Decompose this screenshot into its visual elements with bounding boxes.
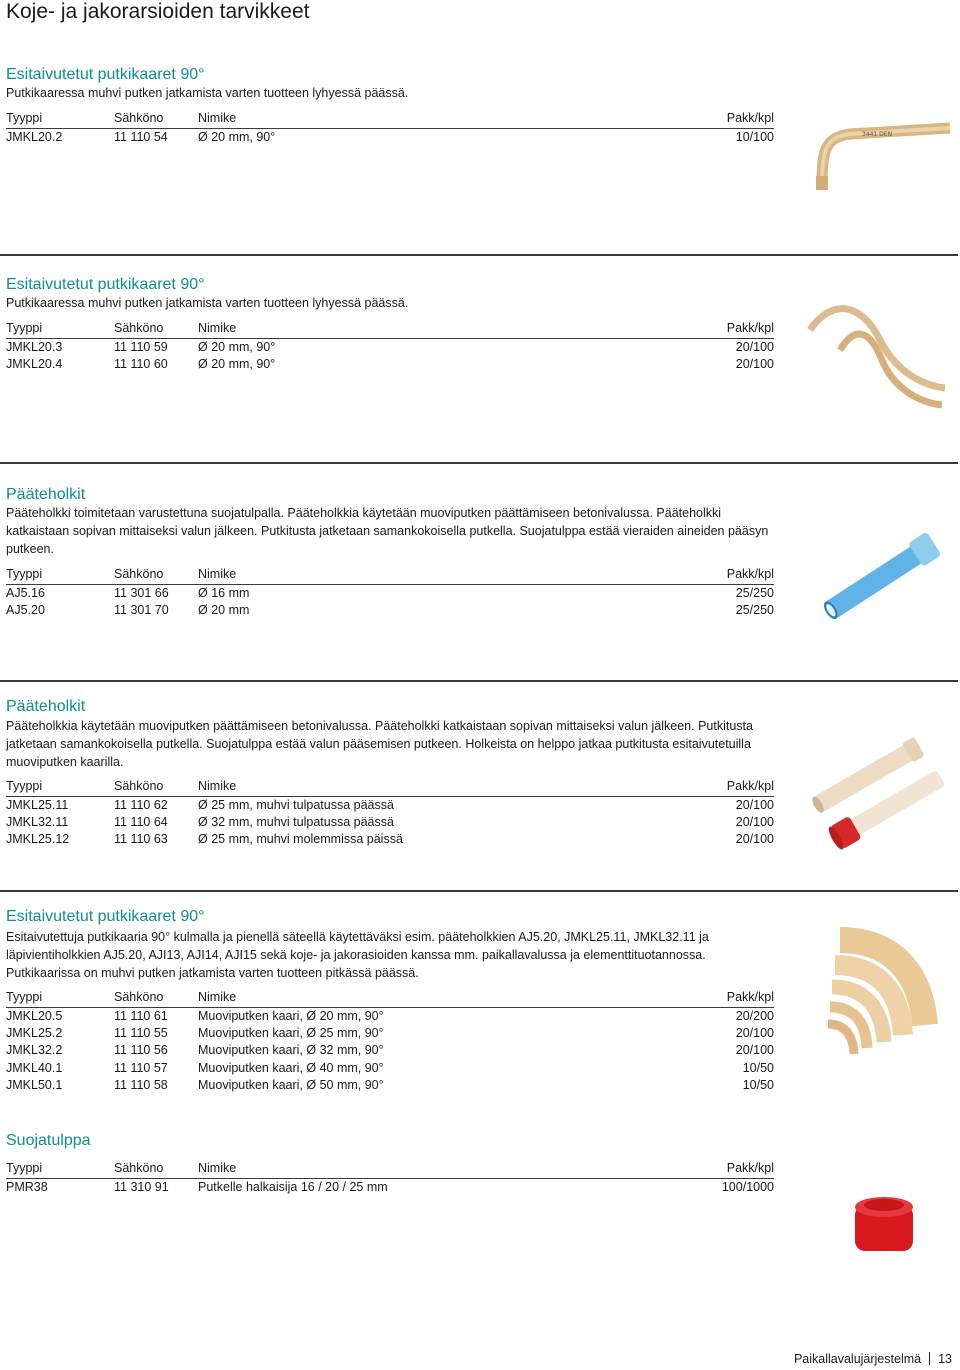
cell-name: Muoviputken kaari, Ø 50 mm, 90°	[198, 1077, 384, 1092]
col-pack: Pakk/kpl	[726, 111, 774, 125]
col-pack: Pakk/kpl	[726, 1161, 774, 1175]
footer-text: Paikallavalujärjestelmä	[793, 1352, 922, 1366]
cell-pack: 20/100	[735, 1026, 774, 1041]
cell-number: 11 110 63	[114, 832, 168, 847]
cell-type: JMKL25.11	[6, 798, 69, 812]
cell-name: Ø 32 mm, muhvi tulpatussa päässä	[198, 815, 394, 830]
cell-number: 11 110 55	[114, 1026, 168, 1041]
cell-number: 11 110 58	[114, 1077, 168, 1092]
col-name: Nimike	[198, 990, 237, 1004]
col-type: Tyyppi	[6, 1161, 43, 1175]
cell-pack: 20/100	[735, 832, 774, 847]
col-number: Sähköno	[114, 990, 164, 1004]
cell-name: Ø 20 mm, 90°	[198, 357, 276, 372]
section-title: Esitaivutetut putkikaaret 90°	[6, 66, 205, 83]
cell-name: Muoviputken kaari, Ø 32 mm, 90°	[198, 1043, 384, 1058]
table-header	[6, 778, 774, 797]
cell-pack: 100/1000	[721, 1180, 774, 1194]
cell-name: Ø 25 mm, muhvi molemmissa päissä	[198, 832, 403, 847]
table-row	[6, 831, 774, 848]
cell-type: JMKL50.1	[6, 1077, 63, 1092]
table-row	[6, 1025, 774, 1042]
cell-type: JMKL20.3	[6, 340, 63, 354]
double-pipe-bend-image	[800, 290, 958, 440]
col-pack: Pakk/kpl	[726, 990, 774, 1004]
cell-number: 11 110 57	[114, 1060, 168, 1075]
cell-name: Ø 20 mm, 90°	[198, 130, 276, 144]
cell-number: 11 310 91	[114, 1180, 169, 1194]
col-number: Sähköno	[114, 1161, 164, 1175]
table-header	[6, 110, 774, 129]
cell-name: Ø 20 mm	[198, 603, 250, 618]
product-table	[6, 320, 774, 373]
cell-name: Muoviputken kaari, Ø 25 mm, 90°	[198, 1026, 384, 1041]
cell-type: JMKL25.12	[6, 832, 70, 847]
col-name: Nimike	[198, 1161, 237, 1175]
section-title: Suojatulppa	[6, 1132, 91, 1149]
cell-number: 11 110 59	[114, 340, 168, 354]
section-title: Pääteholkit	[6, 698, 86, 715]
product-table	[6, 1160, 774, 1196]
table-row	[6, 602, 774, 619]
table-row	[6, 585, 774, 602]
section-divider	[0, 462, 958, 464]
col-pack: Pakk/kpl	[726, 321, 774, 335]
page-number: 13	[938, 1352, 952, 1366]
cell-pack: 20/100	[735, 357, 774, 372]
col-number: Sähköno	[114, 567, 164, 581]
cell-type: JMKL40.1	[6, 1060, 63, 1075]
section-title: Esitaivutetut putkikaaret 90°	[6, 276, 205, 293]
table-row	[6, 1077, 774, 1094]
pipe-bends-set-image	[800, 920, 958, 1080]
cell-type: JMKL25.2	[6, 1026, 63, 1041]
table-header	[6, 320, 774, 339]
red-cap-image	[845, 1185, 925, 1265]
page-title: Koje- ja jakorarsioiden tarvikkeet	[6, 0, 310, 23]
table-row	[6, 797, 774, 814]
cell-number: 11 110 60	[114, 357, 168, 372]
col-pack: Pakk/kpl	[726, 779, 774, 793]
cell-name: Putkelle halkaisija 16 / 20 / 25 mm	[198, 1180, 388, 1194]
section-title: Pääteholkit	[6, 486, 86, 503]
product-table	[6, 566, 774, 619]
col-number: Sähköno	[114, 779, 164, 793]
product-table	[6, 110, 774, 146]
cell-type: PMR38	[6, 1180, 48, 1194]
cell-pack: 20/100	[735, 815, 774, 830]
cell-name: Muoviputken kaari, Ø 20 mm, 90°	[198, 1009, 384, 1023]
section-protective-cap	[0, 1120, 960, 1320]
cell-pack: 20/100	[735, 1043, 774, 1058]
cell-pack: 20/100	[735, 798, 774, 812]
section-description: Pääteholkkia käytetään muoviputken päättämiseen betonivalussa. Pääteholkki katkaistaan sopivan mittaiseksi valun jälkeen. Putkitusta jatketaan samankokoisella putkella. Suojatulppa estää valun pääsemisen putkeen. Holkeista on helppo jatkaa putkitusta esitaivutetuilla muoviputken kaarilla.	[6, 719, 753, 769]
table-row	[6, 1008, 774, 1025]
cell-number: 11 110 61	[114, 1009, 168, 1023]
col-name: Nimike	[198, 779, 237, 793]
cell-pack: 25/250	[735, 603, 774, 618]
cell-number: 11 301 70	[114, 603, 169, 618]
blue-end-sleeve-image	[810, 525, 955, 630]
pipe-bend-image	[800, 90, 958, 200]
table-row	[6, 339, 774, 356]
col-type: Tyyppi	[6, 321, 43, 335]
cell-pack: 20/100	[735, 340, 774, 354]
page-footer	[794, 1352, 952, 1366]
pipe-label-text: 3441 DEN	[862, 131, 893, 138]
cell-pack: 25/250	[735, 586, 774, 600]
col-type: Tyyppi	[6, 990, 43, 1004]
table-row	[6, 1060, 774, 1077]
footer-separator	[929, 1352, 930, 1365]
col-name: Nimike	[198, 321, 237, 335]
capped-sleeves-image	[805, 735, 955, 850]
cell-type: AJ5.20	[6, 603, 45, 618]
product-table	[6, 778, 774, 849]
cell-name: Ø 16 mm	[198, 586, 250, 600]
cell-pack: 10/50	[742, 1077, 774, 1092]
cell-pack: 10/50	[742, 1060, 774, 1075]
col-name: Nimike	[198, 111, 237, 125]
product-table	[6, 989, 774, 1094]
section-description: Pääteholkki toimitetaan varustettuna suojatulpalla. Pääteholkkia käytetään muoviputken päättämiseen betonivalussa. Pääteholkki katkaistaan sopivan mittaiseksi valun jälkeen. Putkitusta jatketaan samankokoisella putkella. Suojatulppa estää vieraiden aineiden pääsyn putkeen.	[6, 506, 769, 556]
table-row	[6, 356, 774, 373]
cell-name: Ø 25 mm, muhvi tulpatussa päässä	[198, 798, 394, 812]
table-header	[6, 566, 774, 585]
section-divider	[0, 680, 958, 682]
table-row	[6, 1042, 774, 1059]
section-divider	[0, 890, 958, 892]
cell-name: Ø 20 mm, 90°	[198, 340, 276, 354]
cell-number: 11 301 66	[114, 586, 169, 600]
col-number: Sähköno	[114, 111, 164, 125]
cell-type: JMKL20.4	[6, 357, 63, 372]
cell-type: JMKL32.11	[6, 815, 69, 830]
table-row	[6, 814, 774, 831]
cell-type: JMKL32.2	[6, 1043, 63, 1058]
col-name: Nimike	[198, 567, 237, 581]
table-row	[6, 1179, 774, 1196]
table-header	[6, 1160, 774, 1179]
col-type: Tyyppi	[6, 779, 43, 793]
section-title: Esitaivutetut putkikaaret 90°	[6, 908, 205, 925]
section-description: Esitaivutettuja putkikaaria 90° kulmalla ja pienellä säteellä käytettäväksi esim. pääteholkkien AJ5.20, JMKL25.11, JMKL32.11 ja läpivientiholkkien AJ5.20, AJI13, AJI14, AJI15 sekä koje- ja jakorasioiden kanssa mm. paikallavalussa ja elementtituotannossa. Putkikaarissa on muhvi putken jatkamista varten tuotteen pitkässä päässä.	[6, 930, 709, 980]
table-row	[6, 129, 774, 146]
table-header	[6, 989, 774, 1008]
cell-name: Muoviputken kaari, Ø 40 mm, 90°	[198, 1060, 384, 1075]
cell-type: JMKL20.5	[6, 1009, 63, 1023]
cell-pack: 20/200	[735, 1009, 774, 1023]
col-pack: Pakk/kpl	[726, 567, 774, 581]
cell-type: JMKL20.2	[6, 130, 63, 144]
cell-number: 11 110 54	[114, 130, 168, 144]
cell-number: 11 110 56	[114, 1043, 168, 1058]
cell-type: AJ5.16	[6, 586, 45, 600]
col-number: Sähköno	[114, 321, 164, 335]
col-type: Tyyppi	[6, 111, 43, 125]
section-description: Putkikaaressa muhvi putken jatkamista varten tuotteen lyhyessä päässä.	[6, 296, 409, 310]
cell-pack: 10/100	[735, 130, 774, 144]
section-divider	[0, 254, 958, 256]
cell-number: 11 110 64	[114, 815, 168, 830]
section-description: Putkikaaressa muhvi putken jatkamista varten tuotteen lyhyessä päässä.	[6, 86, 409, 100]
cell-number: 11 110 62	[114, 798, 168, 812]
col-type: Tyyppi	[6, 567, 43, 581]
